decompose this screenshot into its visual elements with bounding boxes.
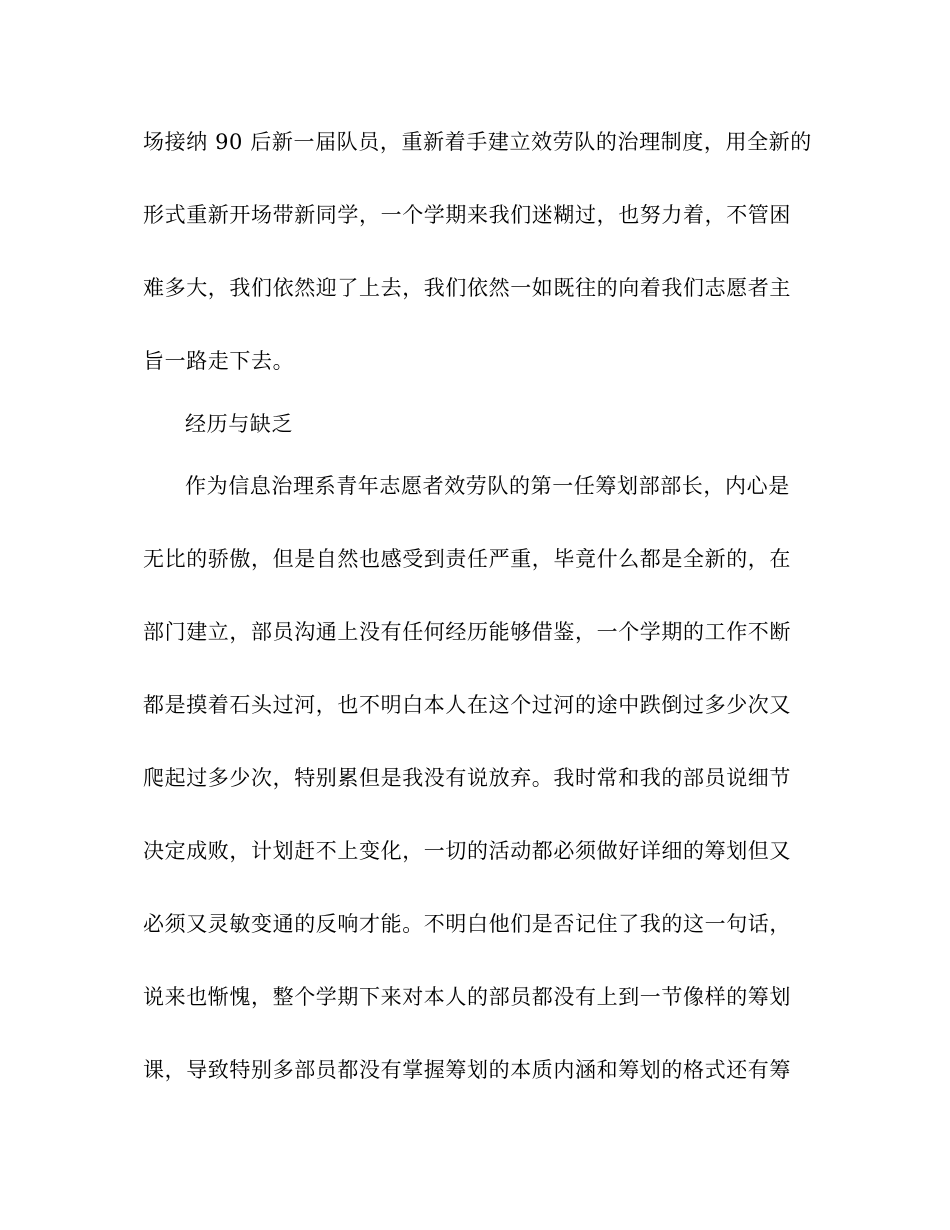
paragraph-line: 课，导致特别多部员都没有掌握筹划的本质内涵和筹划的格式还有筹 [143,1058,791,1082]
paragraph-line: 说来也惭愧，整个学期下来对本人的部员都没有上到一节像样的筹划 [143,985,791,1009]
paragraph-line: 形式重新开场带新同学，一个学期来我们迷糊过，也努力着，不管困 [143,203,791,227]
paragraph-line: 决定成败，计划赶不上变化，一切的活动都必须做好详细的筹划但又 [143,839,791,863]
paragraph-line: 都是摸着石头过河，也不明白本人在这个过河的途中跌倒过多少次又 [143,693,791,717]
paragraph-line: 必须又灵敏变通的反响才能。不明白他们是否记住了我的这一句话， [143,912,791,936]
paragraph-line: 作为信息治理系青年志愿者效劳队的第一任筹划部部长，内心是 [185,474,790,498]
paragraph-line: 场接纳 90 后新一届队员，重新着手建立效劳队的治理制度，用全新的 [143,130,812,154]
section-heading: 经历与缺乏 [185,412,293,436]
paragraph-line: 难多大，我们依然迎了上去，我们依然一如既往的向着我们志愿者主 [143,276,791,300]
paragraph-line: 爬起过多少次，特别累但是我没有说放弃。我时常和我的部员说细节 [143,766,791,790]
paragraph-line: 无比的骄傲，但是自然也感受到责任严重，毕竟什么都是全新的，在 [143,547,791,571]
paragraph-line: 旨一路走下去。 [143,349,295,373]
paragraph-line: 部门建立，部员沟通上没有任何经历能够借鉴，一个学期的工作不断 [143,620,791,644]
